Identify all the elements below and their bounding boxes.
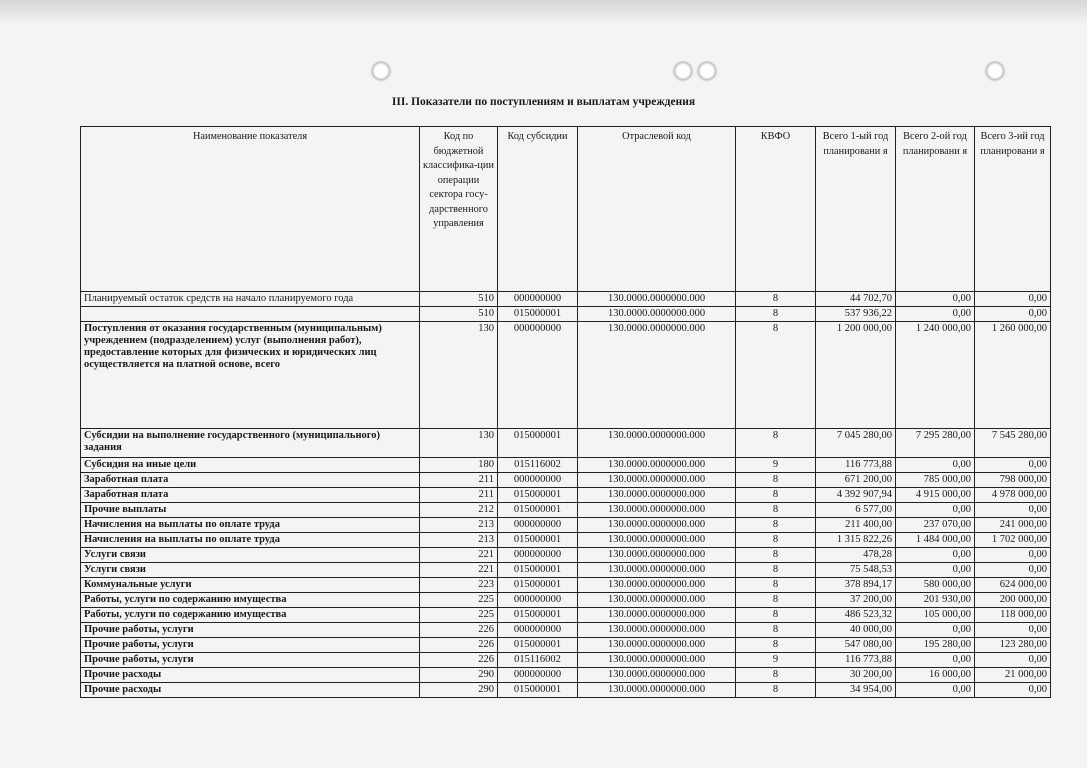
row-budget-code: 211 <box>420 488 498 503</box>
row-subsidy-code: 015000001 <box>498 533 578 548</box>
row-year2-value: 1 240 000,00 <box>896 322 975 429</box>
row-indicator-name: Прочие выплаты <box>81 503 420 518</box>
row-sector-code: 130.0000.0000000.000 <box>578 668 736 683</box>
row-indicator-name: Начисления на выплаты по оплате труда <box>81 533 420 548</box>
row-subsidy-code: 015000001 <box>498 638 578 653</box>
header-subsidy-code: Код субсидии <box>498 127 578 292</box>
row-year2-value: 0,00 <box>896 683 975 698</box>
row-kvfo: 8 <box>736 533 816 548</box>
row-indicator-name: Субсидия на иные цели <box>81 458 420 473</box>
row-budget-code: 225 <box>420 608 498 623</box>
row-kvfo: 8 <box>736 668 816 683</box>
row-budget-code: 221 <box>420 548 498 563</box>
row-subsidy-code: 015000001 <box>498 503 578 518</box>
row-kvfo: 8 <box>736 623 816 638</box>
row-budget-code: 213 <box>420 533 498 548</box>
row-year2-value: 105 000,00 <box>896 608 975 623</box>
row-year1-value: 116 773,88 <box>816 458 896 473</box>
row-subsidy-code: 000000000 <box>498 548 578 563</box>
table-row <box>81 548 1051 563</box>
row-kvfo: 8 <box>736 563 816 578</box>
row-subsidy-code: 000000000 <box>498 668 578 683</box>
row-year3-value: 4 978 000,00 <box>975 488 1051 503</box>
table-row <box>81 488 1051 503</box>
table-row <box>81 307 1051 322</box>
row-year3-value: 1 702 000,00 <box>975 533 1051 548</box>
table-row <box>81 473 1051 488</box>
row-kvfo: 8 <box>736 638 816 653</box>
row-year2-value: 580 000,00 <box>896 578 975 593</box>
row-year2-value: 237 070,00 <box>896 518 975 533</box>
row-year1-value: 486 523,32 <box>816 608 896 623</box>
row-sector-code: 130.0000.0000000.000 <box>578 623 736 638</box>
punch-hole-icon <box>674 62 692 80</box>
table-header-row <box>81 127 1051 292</box>
header-budget-code: Код по бюджетной классифика-ции операции сектора госу-дарственного управления <box>420 127 498 292</box>
row-indicator-name: Коммунальные услуги <box>81 578 420 593</box>
row-subsidy-code: 015000001 <box>498 307 578 322</box>
table-row <box>81 518 1051 533</box>
row-subsidy-code: 000000000 <box>498 518 578 533</box>
punch-hole-icon <box>372 62 390 80</box>
table-row <box>81 608 1051 623</box>
row-kvfo: 8 <box>736 608 816 623</box>
row-year2-value: 7 295 280,00 <box>896 429 975 458</box>
row-year1-value: 6 577,00 <box>816 503 896 518</box>
header-year2-total: Всего 2-ой год планировани я <box>896 127 975 292</box>
row-year2-value: 0,00 <box>896 292 975 307</box>
table-row <box>81 503 1051 518</box>
row-indicator-name: Прочие расходы <box>81 683 420 698</box>
row-budget-code: 510 <box>420 292 498 307</box>
table-row <box>81 593 1051 608</box>
header-indicator-name: Наименование показателя <box>81 127 420 292</box>
scan-edge-shadow <box>0 0 1087 26</box>
header-year1-total: Всего 1-ый год планировани я <box>816 127 896 292</box>
row-year2-value: 0,00 <box>896 503 975 518</box>
row-year1-value: 7 045 280,00 <box>816 429 896 458</box>
row-kvfo: 8 <box>736 322 816 429</box>
row-sector-code: 130.0000.0000000.000 <box>578 548 736 563</box>
row-kvfo: 8 <box>736 518 816 533</box>
table-row <box>81 458 1051 473</box>
row-sector-code: 130.0000.0000000.000 <box>578 473 736 488</box>
row-indicator-name: Поступления от оказания государственным (муниципальным) учреждением (подразделением) услуг (выполнения работ), предоставление которых для физических и юридических лиц осуществляется на платной основе, всего <box>81 322 420 429</box>
row-kvfo: 8 <box>736 473 816 488</box>
row-indicator-name: Работы, услуги по содержанию имущества <box>81 608 420 623</box>
row-year3-value: 798 000,00 <box>975 473 1051 488</box>
row-budget-code: 290 <box>420 683 498 698</box>
header-kvfo: КВФО <box>736 127 816 292</box>
row-year3-value: 0,00 <box>975 307 1051 322</box>
header-year3-total: Всего 3-ий год планировани я <box>975 127 1051 292</box>
row-year1-value: 478,28 <box>816 548 896 563</box>
row-indicator-name: Субсидии на выполнение государственного (муниципального) задания <box>81 429 420 458</box>
row-year1-value: 537 936,22 <box>816 307 896 322</box>
row-year2-value: 0,00 <box>896 307 975 322</box>
row-year2-value: 4 915 000,00 <box>896 488 975 503</box>
row-kvfo: 9 <box>736 653 816 668</box>
row-budget-code: 213 <box>420 518 498 533</box>
row-year2-value: 201 930,00 <box>896 593 975 608</box>
row-year3-value: 21 000,00 <box>975 668 1051 683</box>
row-budget-code: 290 <box>420 668 498 683</box>
table-row <box>81 638 1051 653</box>
row-subsidy-code: 015000001 <box>498 429 578 458</box>
page-title: III. Показатели по поступлениям и выплатам учреждения <box>391 96 696 108</box>
row-year3-value: 0,00 <box>975 458 1051 473</box>
row-year1-value: 378 894,17 <box>816 578 896 593</box>
row-subsidy-code: 015000001 <box>498 488 578 503</box>
row-kvfo: 8 <box>736 292 816 307</box>
row-indicator-name: Планируемый остаток средств на начало планируемого года <box>81 292 420 307</box>
row-subsidy-code: 000000000 <box>498 593 578 608</box>
row-year1-value: 116 773,88 <box>816 653 896 668</box>
row-budget-code: 221 <box>420 563 498 578</box>
row-year3-value: 200 000,00 <box>975 593 1051 608</box>
row-indicator-name: Работы, услуги по содержанию имущества <box>81 593 420 608</box>
row-kvfo: 8 <box>736 593 816 608</box>
row-year3-value: 0,00 <box>975 292 1051 307</box>
row-subsidy-code: 015116002 <box>498 458 578 473</box>
row-sector-code: 130.0000.0000000.000 <box>578 488 736 503</box>
row-sector-code: 130.0000.0000000.000 <box>578 533 736 548</box>
row-kvfo: 9 <box>736 458 816 473</box>
row-sector-code: 130.0000.0000000.000 <box>578 503 736 518</box>
row-budget-code: 212 <box>420 503 498 518</box>
row-kvfo: 8 <box>736 488 816 503</box>
table-row <box>81 322 1051 429</box>
row-year2-value: 785 000,00 <box>896 473 975 488</box>
row-year1-value: 211 400,00 <box>816 518 896 533</box>
row-year1-value: 30 200,00 <box>816 668 896 683</box>
report-table <box>80 126 1051 698</box>
row-budget-code: 510 <box>420 307 498 322</box>
row-subsidy-code: 000000000 <box>498 322 578 429</box>
row-kvfo: 8 <box>736 578 816 593</box>
row-subsidy-code: 000000000 <box>498 623 578 638</box>
row-kvfo: 8 <box>736 307 816 322</box>
punch-hole-icon <box>986 62 1004 80</box>
row-sector-code: 130.0000.0000000.000 <box>578 638 736 653</box>
row-subsidy-code: 015000001 <box>498 683 578 698</box>
row-year1-value: 1 200 000,00 <box>816 322 896 429</box>
row-kvfo: 8 <box>736 548 816 563</box>
row-sector-code: 130.0000.0000000.000 <box>578 322 736 429</box>
row-year2-value: 0,00 <box>896 653 975 668</box>
row-year3-value: 118 000,00 <box>975 608 1051 623</box>
row-year2-value: 1 484 000,00 <box>896 533 975 548</box>
row-budget-code: 130 <box>420 322 498 429</box>
row-budget-code: 226 <box>420 623 498 638</box>
row-sector-code: 130.0000.0000000.000 <box>578 608 736 623</box>
row-indicator-name: Прочие расходы <box>81 668 420 683</box>
row-sector-code: 130.0000.0000000.000 <box>578 292 736 307</box>
row-year3-value: 624 000,00 <box>975 578 1051 593</box>
row-subsidy-code: 000000000 <box>498 473 578 488</box>
row-year3-value: 7 545 280,00 <box>975 429 1051 458</box>
row-year1-value: 547 080,00 <box>816 638 896 653</box>
row-sector-code: 130.0000.0000000.000 <box>578 307 736 322</box>
row-year3-value: 241 000,00 <box>975 518 1051 533</box>
row-year3-value: 0,00 <box>975 548 1051 563</box>
row-indicator-name: Прочие работы, услуги <box>81 623 420 638</box>
table-row <box>81 563 1051 578</box>
row-indicator-name: Прочие работы, услуги <box>81 653 420 668</box>
row-subsidy-code: 015116002 <box>498 653 578 668</box>
punch-hole-icon <box>698 62 716 80</box>
row-indicator-name: Заработная плата <box>81 473 420 488</box>
row-year3-value: 0,00 <box>975 563 1051 578</box>
row-year1-value: 34 954,00 <box>816 683 896 698</box>
row-budget-code: 223 <box>420 578 498 593</box>
row-year2-value: 16 000,00 <box>896 668 975 683</box>
table-row <box>81 623 1051 638</box>
row-indicator-name: Прочие работы, услуги <box>81 638 420 653</box>
table-row <box>81 533 1051 548</box>
row-year3-value: 123 280,00 <box>975 638 1051 653</box>
table-row <box>81 578 1051 593</box>
row-sector-code: 130.0000.0000000.000 <box>578 563 736 578</box>
row-sector-code: 130.0000.0000000.000 <box>578 578 736 593</box>
row-budget-code: 226 <box>420 638 498 653</box>
table-row <box>81 668 1051 683</box>
row-subsidy-code: 015000001 <box>498 578 578 593</box>
table-row <box>81 683 1051 698</box>
table-row <box>81 292 1051 307</box>
row-sector-code: 130.0000.0000000.000 <box>578 458 736 473</box>
row-year3-value: 0,00 <box>975 623 1051 638</box>
row-sector-code: 130.0000.0000000.000 <box>578 653 736 668</box>
row-year3-value: 0,00 <box>975 503 1051 518</box>
row-indicator-name <box>81 307 420 322</box>
row-subsidy-code: 015000001 <box>498 563 578 578</box>
row-kvfo: 8 <box>736 503 816 518</box>
row-year1-value: 4 392 907,94 <box>816 488 896 503</box>
row-budget-code: 225 <box>420 593 498 608</box>
row-year3-value: 1 260 000,00 <box>975 322 1051 429</box>
row-indicator-name: Услуги связи <box>81 563 420 578</box>
row-budget-code: 226 <box>420 653 498 668</box>
row-year3-value: 0,00 <box>975 683 1051 698</box>
row-kvfo: 8 <box>736 683 816 698</box>
row-indicator-name: Заработная плата <box>81 488 420 503</box>
row-indicator-name: Услуги связи <box>81 548 420 563</box>
row-budget-code: 130 <box>420 429 498 458</box>
row-subsidy-code: 000000000 <box>498 292 578 307</box>
row-subsidy-code: 015000001 <box>498 608 578 623</box>
row-year1-value: 75 548,53 <box>816 563 896 578</box>
row-year1-value: 44 702,70 <box>816 292 896 307</box>
row-sector-code: 130.0000.0000000.000 <box>578 593 736 608</box>
row-year2-value: 0,00 <box>896 623 975 638</box>
row-sector-code: 130.0000.0000000.000 <box>578 429 736 458</box>
row-year2-value: 0,00 <box>896 548 975 563</box>
row-year1-value: 671 200,00 <box>816 473 896 488</box>
row-year2-value: 0,00 <box>896 563 975 578</box>
table-row <box>81 429 1051 458</box>
row-budget-code: 211 <box>420 473 498 488</box>
row-year2-value: 195 280,00 <box>896 638 975 653</box>
row-year3-value: 0,00 <box>975 653 1051 668</box>
header-sector-code: Отраслевой код <box>578 127 736 292</box>
row-budget-code: 180 <box>420 458 498 473</box>
row-kvfo: 8 <box>736 429 816 458</box>
row-year1-value: 1 315 822,26 <box>816 533 896 548</box>
row-year1-value: 37 200,00 <box>816 593 896 608</box>
row-sector-code: 130.0000.0000000.000 <box>578 518 736 533</box>
row-indicator-name: Начисления на выплаты по оплате труда <box>81 518 420 533</box>
table-row <box>81 653 1051 668</box>
row-sector-code: 130.0000.0000000.000 <box>578 683 736 698</box>
row-year1-value: 40 000,00 <box>816 623 896 638</box>
row-year2-value: 0,00 <box>896 458 975 473</box>
